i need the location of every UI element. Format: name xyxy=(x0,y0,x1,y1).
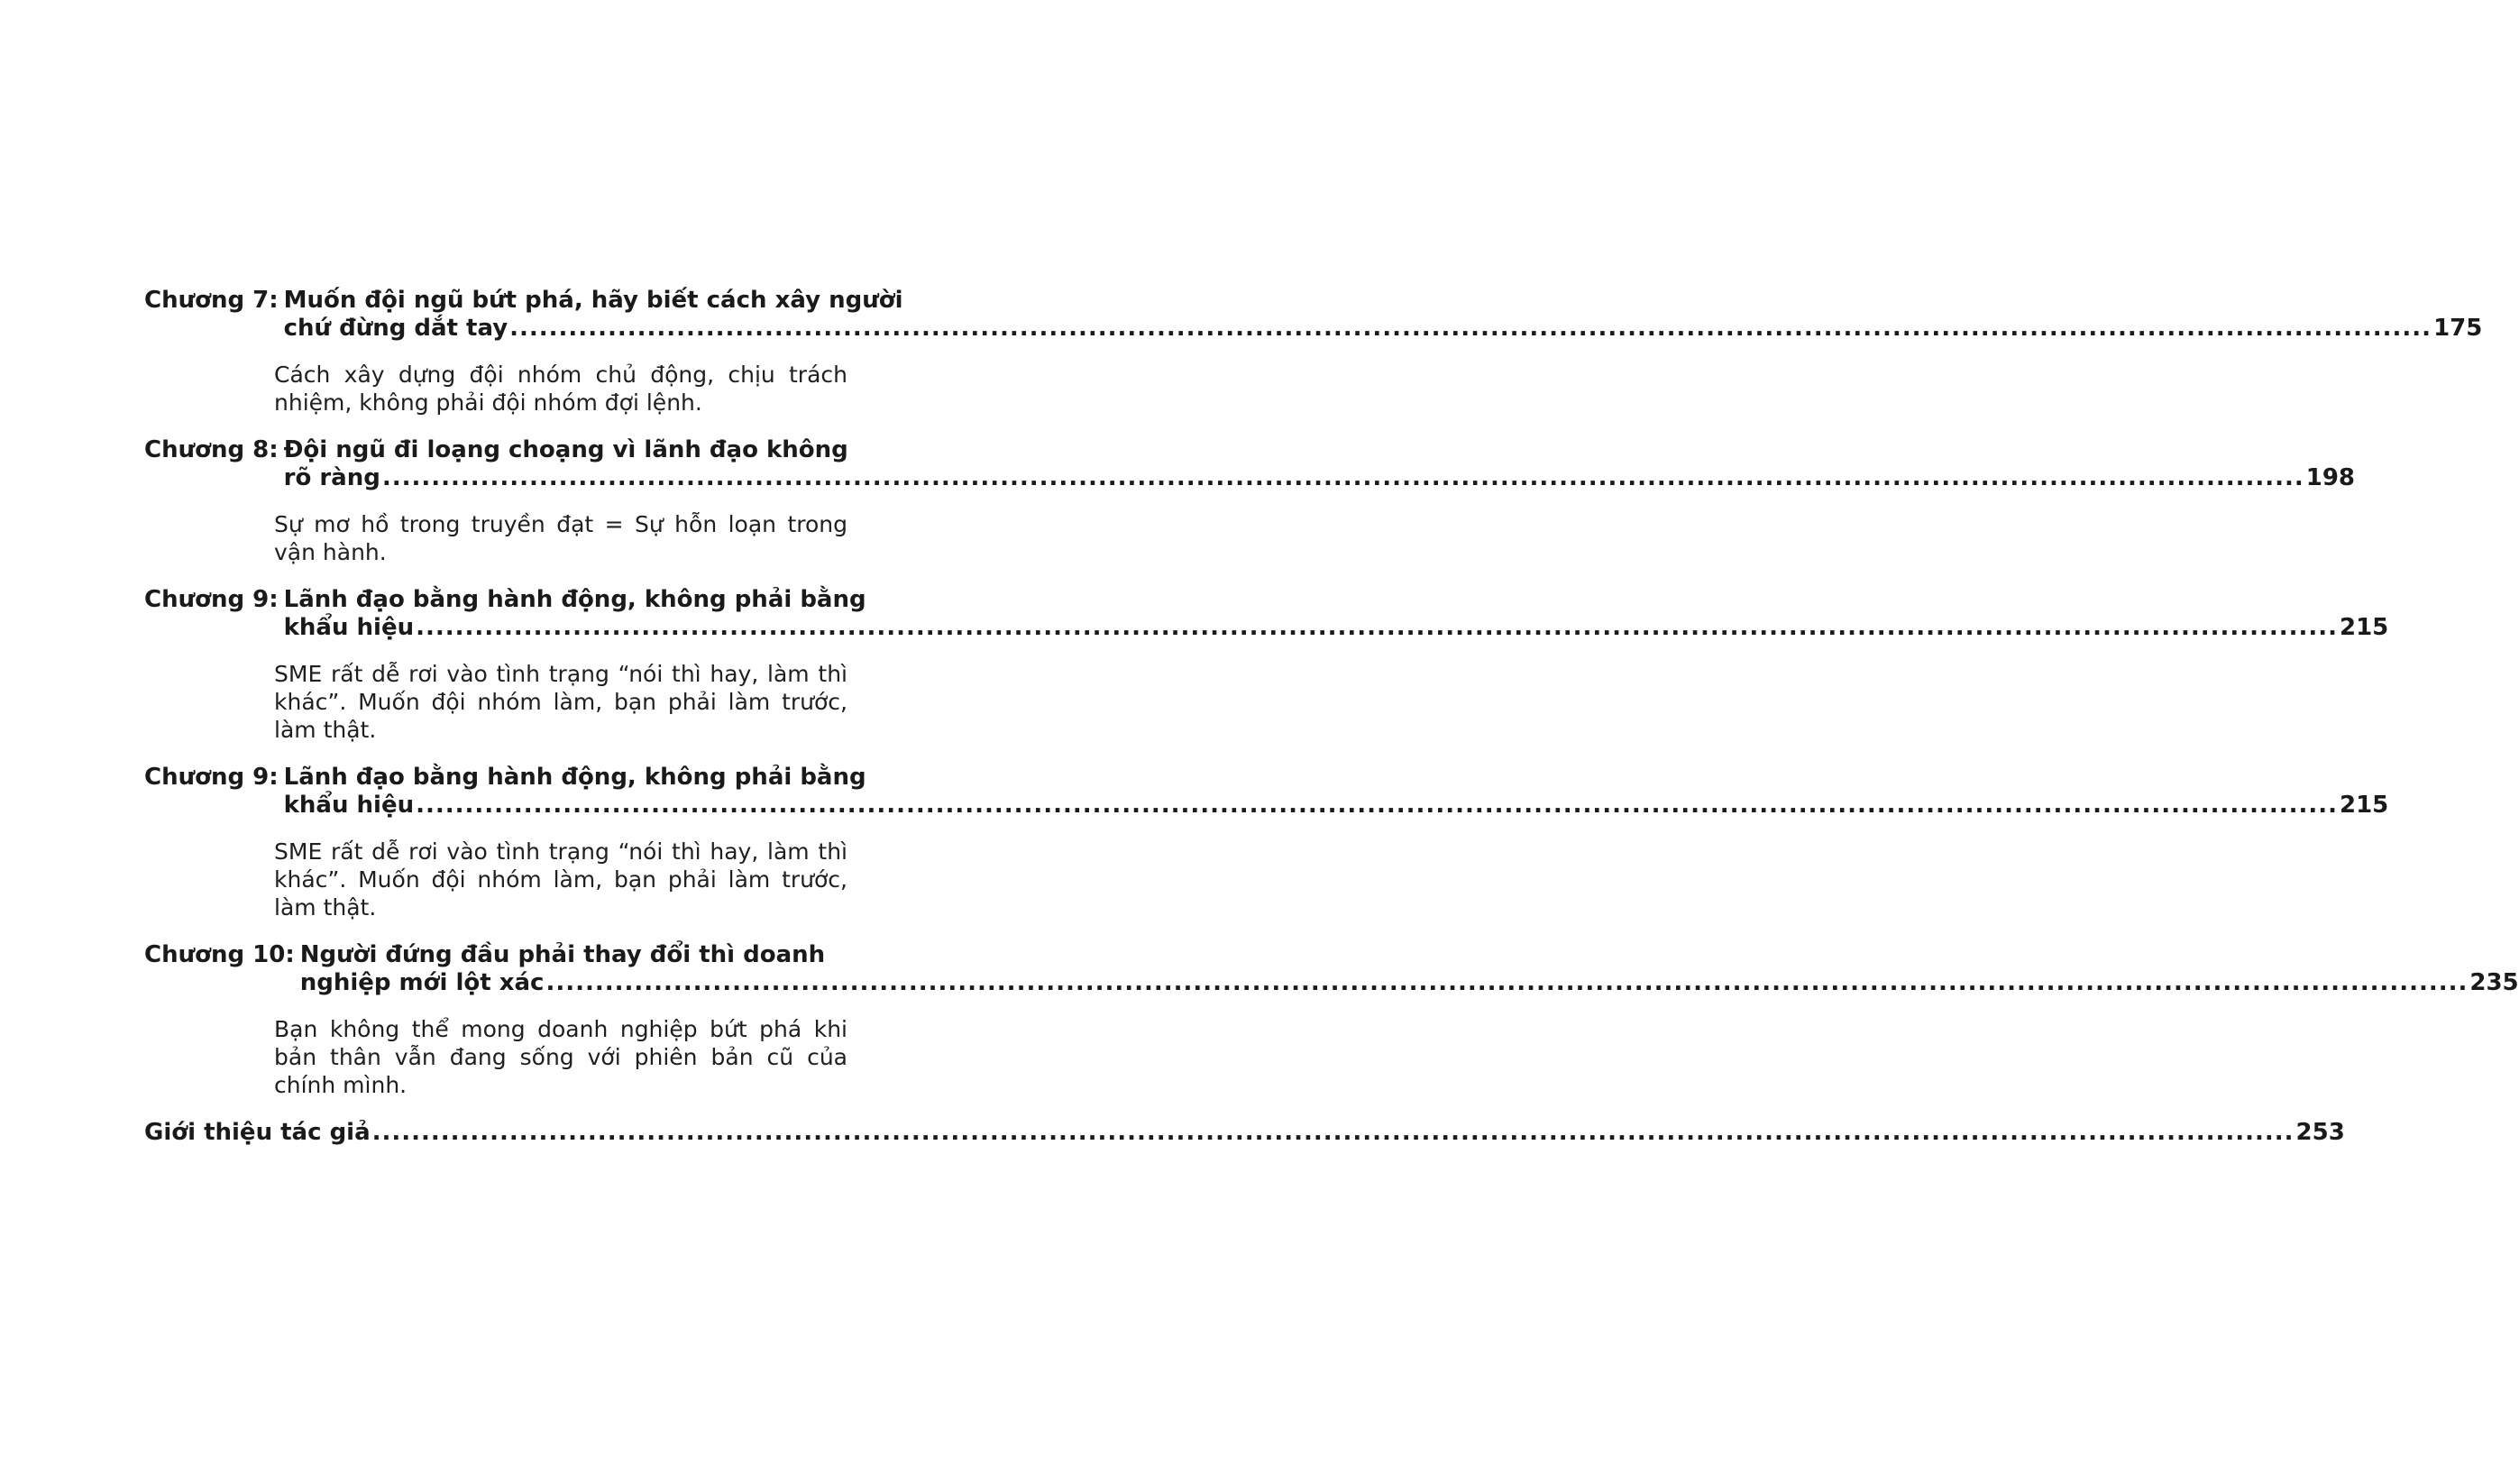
chapter-title-line-1: Lãnh đạo bằng hành động, không phải bằng xyxy=(283,764,866,791)
chapter-label: Chương 9: xyxy=(144,764,279,791)
chapter-title-line-1: Người đứng đầu phải thay đổi thì doanh xyxy=(299,941,826,968)
toc-entry-chapter-8 xyxy=(144,436,2356,492)
chapter-title xyxy=(279,287,2483,343)
chapter-title-leader xyxy=(284,315,2483,343)
chapter-title-line-1: Muốn đội ngũ bứt phá, hãy biết cách xây người xyxy=(283,287,903,314)
chapter-label: Chương 10: xyxy=(144,941,295,968)
chapter-title-line-2: rõ ràng xyxy=(283,464,380,491)
chapter-title xyxy=(279,586,2389,642)
chapter-description: Bạn không thể mong doanh nghiệp bứt phá khi bản thân vẫn đang sống với phiên bản cũ của chính mình. xyxy=(274,1016,847,1098)
page-number: 215 xyxy=(2340,614,2389,641)
page-number: 235 xyxy=(2469,969,2519,996)
page-number: 198 xyxy=(2305,464,2356,491)
chapter-title-line-2: nghiệp mới lột xác xyxy=(299,969,545,996)
dot-leader xyxy=(509,315,2432,343)
chapter-title-line-2: khẩu hiệu xyxy=(283,614,415,641)
chapter-label: Chương 7: xyxy=(144,287,279,314)
dot-leader xyxy=(372,1119,2295,1147)
dot-leader xyxy=(382,464,2304,492)
chapter-label: Chương 8: xyxy=(144,436,279,463)
chapter-title-line-2: chứ đừng dắt tay xyxy=(283,315,508,342)
dot-leader xyxy=(416,792,2338,820)
chapter-title-leader xyxy=(284,792,2389,820)
chapter-label: Chương 9: xyxy=(144,586,279,613)
page-number: 215 xyxy=(2340,792,2389,819)
chapter-title-leader xyxy=(284,614,2389,642)
chapter-description: Cách xây dựng đội nhóm chủ động, chịu trách nhiệm, không phải đội nhóm đợi lệnh. xyxy=(274,362,847,416)
dot-leader xyxy=(545,969,2468,997)
table-of-contents xyxy=(144,287,2519,1147)
chapter-title xyxy=(295,941,2519,997)
chapter-title xyxy=(279,764,2389,820)
chapter-title xyxy=(279,436,2355,492)
toc-entry-chapter-9-repeat xyxy=(144,764,2389,820)
chapter-title-line-1: Đội ngũ đi loạng choạng vì lãnh đạo không xyxy=(283,436,848,463)
chapter-description: SME rất dễ rơi vào tình trạng “nói thì hay, làm thì khác”. Muốn đội nhóm làm, bạn phải làm trước, làm thật. xyxy=(274,661,847,743)
chapter-title-line-2: khẩu hiệu xyxy=(283,792,415,819)
author-label: Giới thiệu tác giả xyxy=(144,1119,371,1146)
toc-entry-chapter-10 xyxy=(144,941,2519,997)
chapter-title-leader xyxy=(300,969,2519,997)
chapter-description: Sự mơ hồ trong truyền đạt = Sự hỗn loạn trong vận hành. xyxy=(274,511,847,565)
page-number: 253 xyxy=(2295,1119,2345,1146)
chapter-description: SME rất dễ rơi vào tình trạng “nói thì hay, làm thì khác”. Muốn đội nhóm làm, bạn phải làm trước, làm thật. xyxy=(274,838,847,921)
chapter-title-leader xyxy=(284,464,2355,492)
toc-entry-chapter-7 xyxy=(144,287,2483,343)
dot-leader xyxy=(416,614,2338,642)
page-number: 175 xyxy=(2433,315,2483,342)
toc-entry-chapter-9 xyxy=(144,586,2389,642)
chapter-title-line-1: Lãnh đạo bằng hành động, không phải bằng xyxy=(283,586,866,613)
toc-entry-author xyxy=(144,1119,2345,1147)
